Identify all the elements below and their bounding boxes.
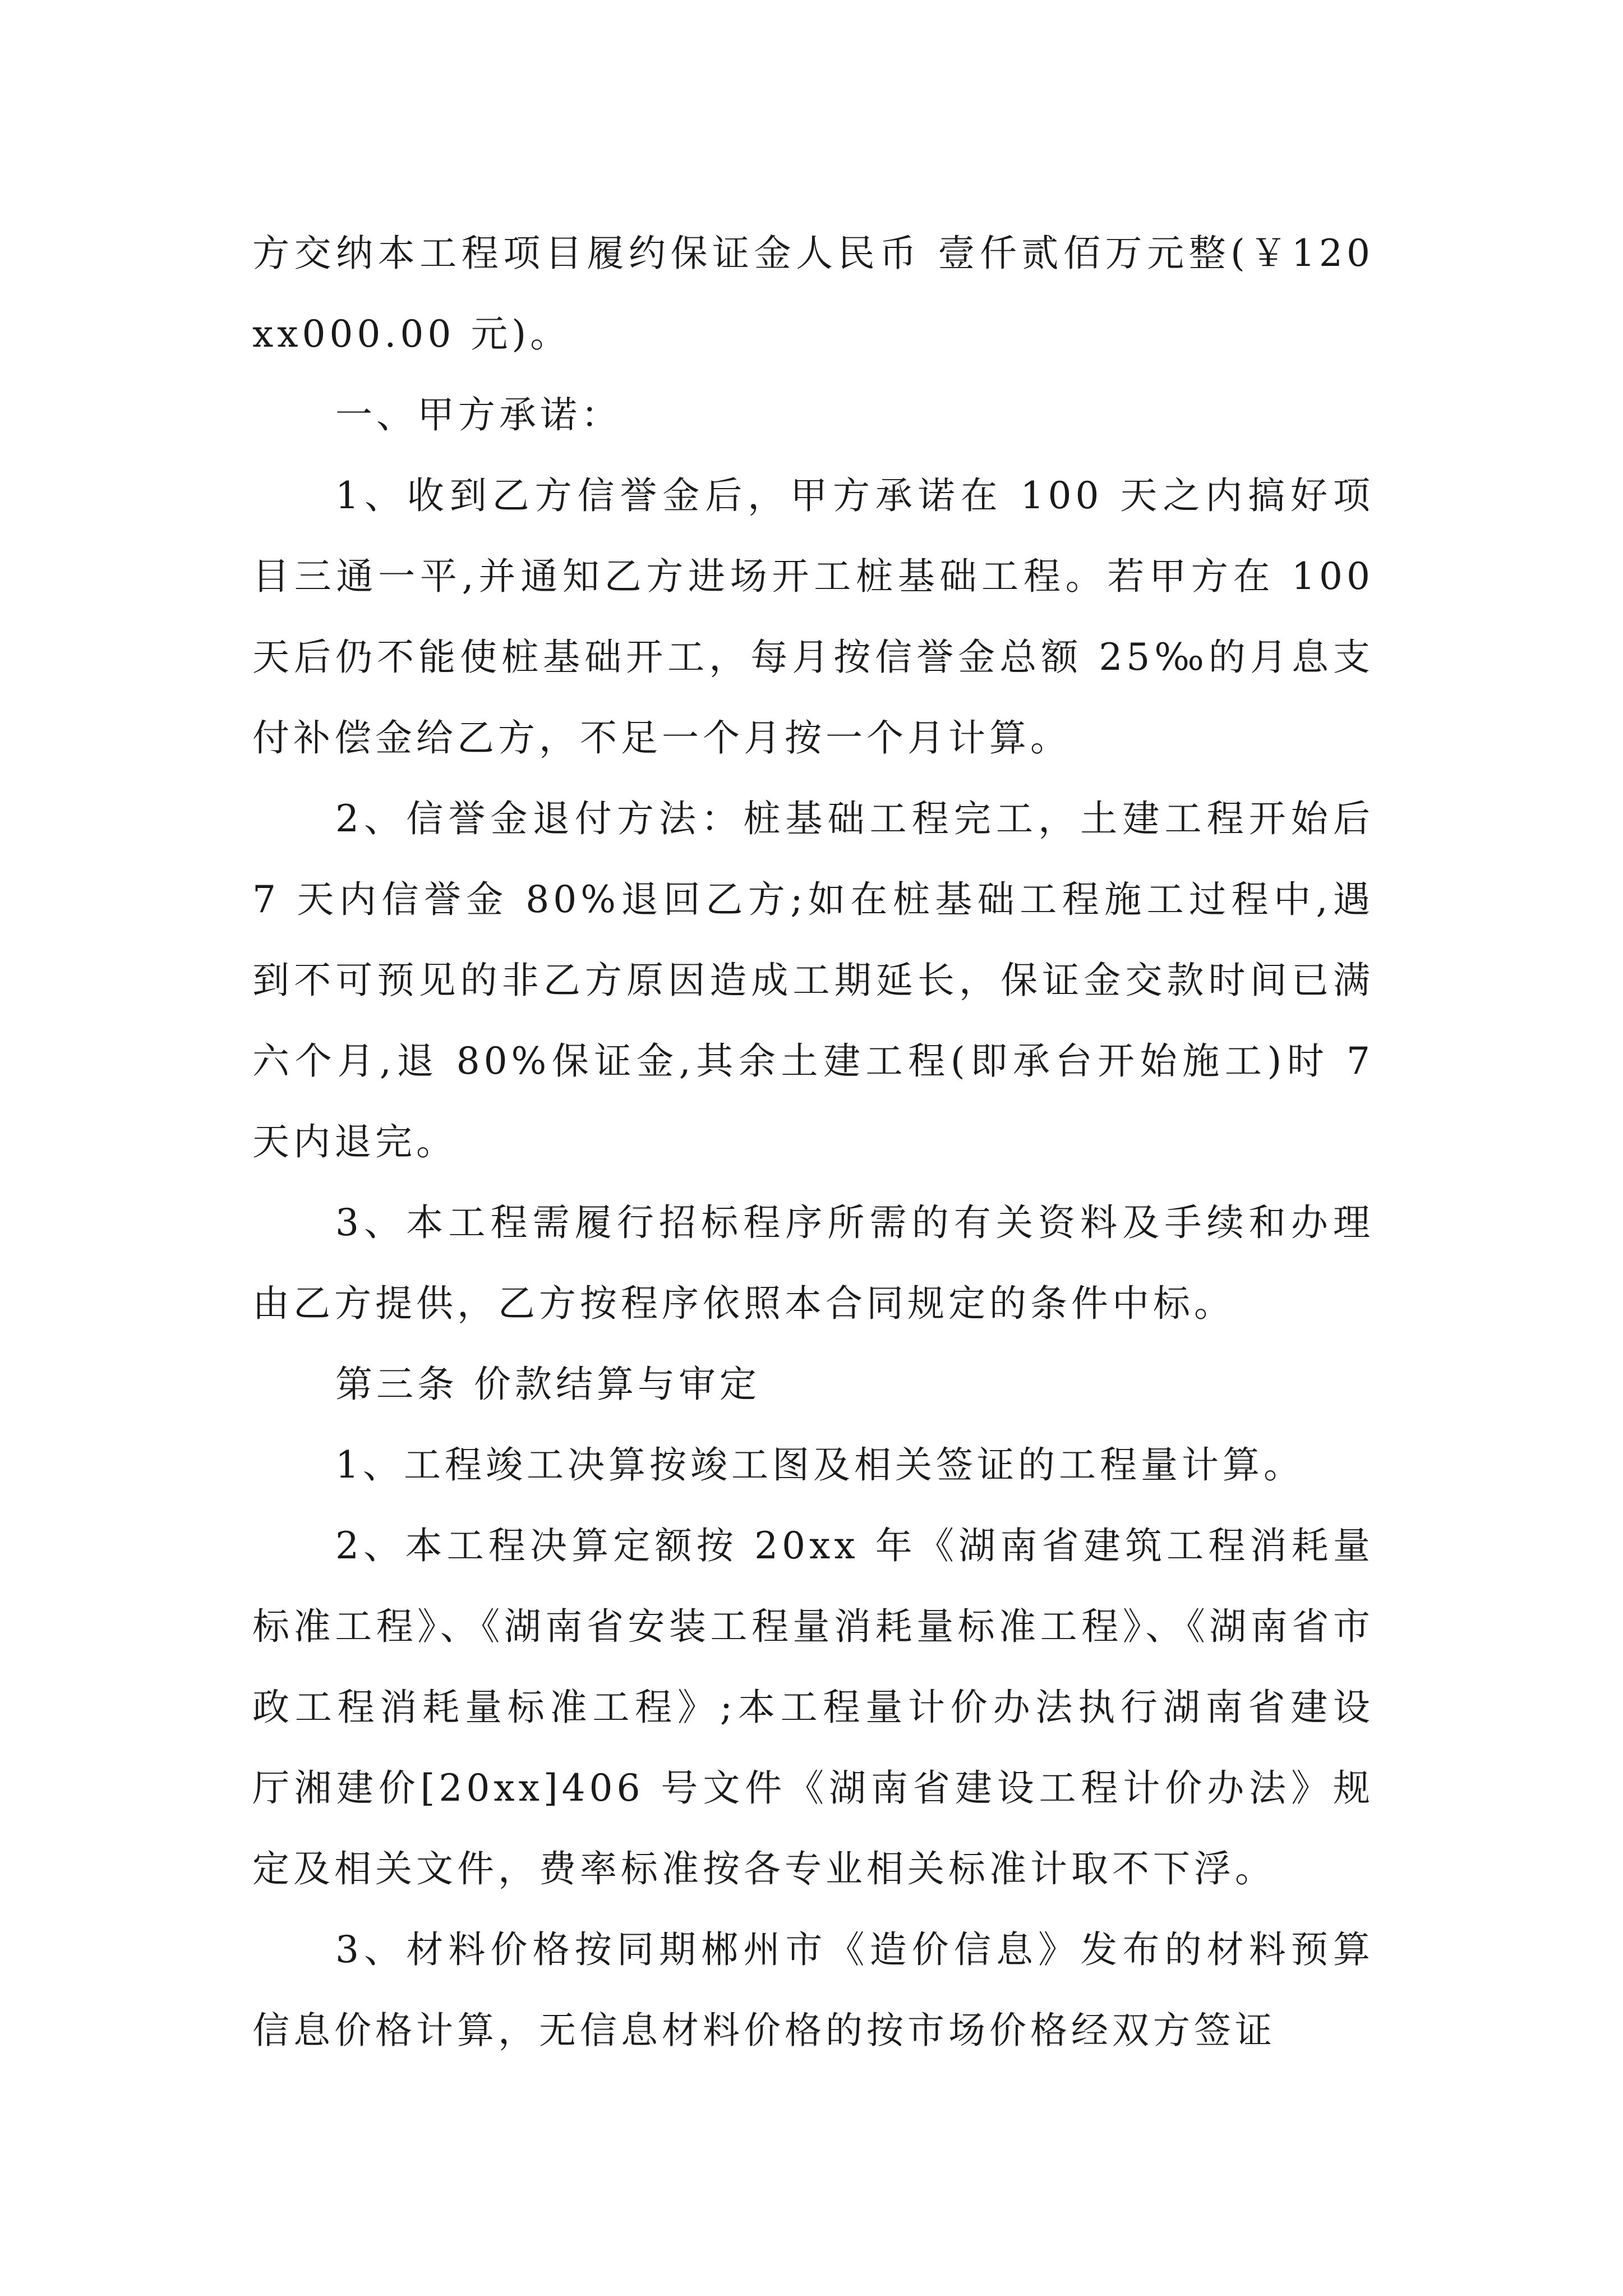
paragraph-commitment-2: 2、信誉金退付方法：桩基础工程完工，土建工程开始后 7 天内信誉金 80%退回乙方;如在桩基础工程施工过程中,遇到不可预见的非乙方原因造成工期延长，保证金交款时间已满六个月,退 80%保证金,其余土建工程(即承台开始施工)时 7 天内退完。	[252, 797, 1374, 1163]
heading-party-a-commitment: 一、甲方承诺：	[335, 393, 622, 436]
paragraph-settlement-2: 2、本工程决算定额按 20xx 年《湖南省建筑工程消耗量标准工程》、《湖南省安装工程量消耗量标准工程》、《湖南省市政工程消耗量标准工程》;本工程量计价办法执行湖南省建设厅湘建价[20xx]406 号文件《湖南省建设工程计价办法》规定及相关文件，费率标准按各专业相关标准计取不下浮。	[252, 1524, 1374, 1890]
paragraph-commitment-3: 3、本工程需履行招标程序所需的有关资料及手续和办理由乙方提供，乙方按程序依照本合同规定的条件中标。	[252, 1201, 1374, 1325]
document-body	[252, 213, 1374, 2071]
paragraph-deposit-amount: 方交纳本工程项目履约保证金人民币 壹仟贰佰万元整(￥120xx000.00 元)。	[252, 232, 1374, 356]
heading-article-3: 第三条 价款结算与审定	[335, 1363, 760, 1406]
paragraph-settlement-3: 3、材料价格按同期郴州市《造价信息》发布的材料预算信息价格计算，无信息材料价格的按市场价格经双方签证	[252, 1928, 1374, 2052]
paragraph-commitment-1: 1、收到乙方信誉金后，甲方承诺在 100 天之内搞好项目三通一平,并通知乙方进场开工桩基础工程。若甲方在 100 天后仍不能使桩基础开工，每月按信誉金总额 25‰的月息支付补偿金给乙方，不足一个月按一个月计算。	[252, 474, 1374, 760]
paragraph-settlement-1: 1、工程竣工决算按竣工图及相关签证的工程量计算。	[335, 1443, 1304, 1487]
